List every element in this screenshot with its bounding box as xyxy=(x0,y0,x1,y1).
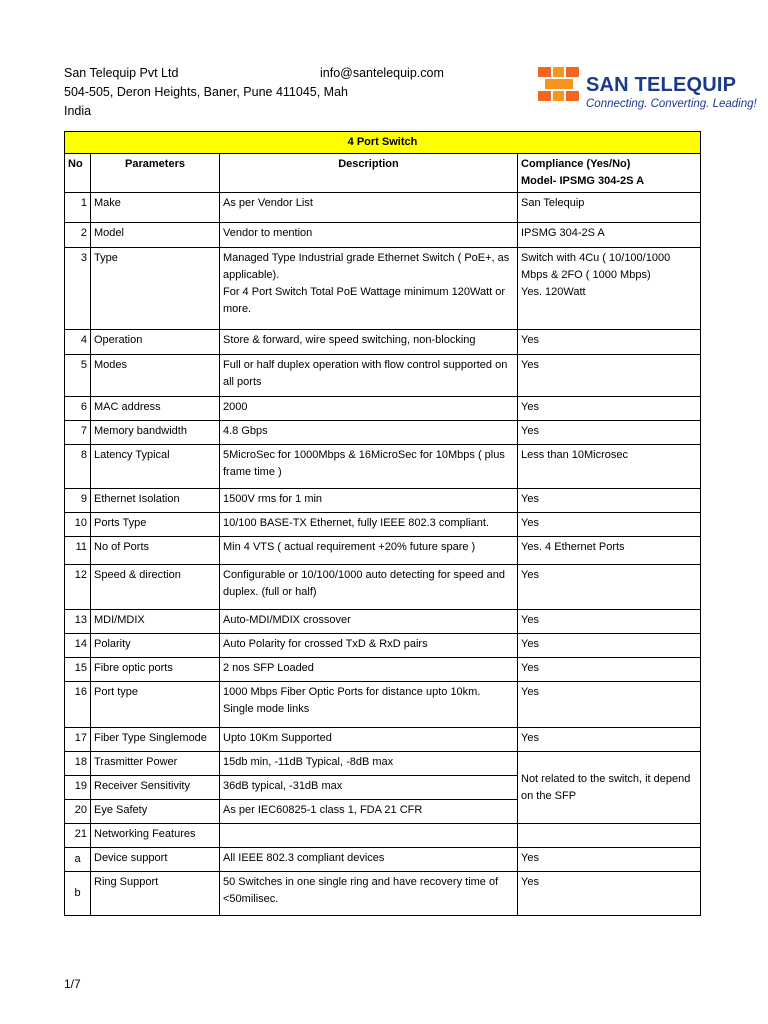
row-description: Auto-MDI/MDIX crossover xyxy=(220,610,518,634)
company-email[interactable]: info@santelequip.com xyxy=(320,66,444,80)
row-no: 14 xyxy=(65,634,91,658)
row-parameter: Latency Typical xyxy=(91,445,220,489)
row-parameter: MDI/MDIX xyxy=(91,610,220,634)
row-parameter: Speed & direction xyxy=(91,565,220,610)
row-parameter: Ethernet Isolation xyxy=(91,489,220,513)
header-no: No xyxy=(65,154,91,193)
row-no: 4 xyxy=(65,330,91,355)
header-compliance-line2: Model- IPSMG 304-2S A xyxy=(521,175,645,187)
row-description: 50 Switches in one single ring and have recovery time of <50milisec. xyxy=(220,872,518,916)
row-parameter: Operation xyxy=(91,330,220,355)
row-parameter: Modes xyxy=(91,355,220,397)
row-compliance: Yes xyxy=(518,658,701,682)
row-parameter: Memory bandwidth xyxy=(91,421,220,445)
row-description: Min 4 VTS ( actual requirement +20% future spare ) xyxy=(220,537,518,565)
row-description: 1000 Mbps Fiber Optic Ports for distance upto 10km. Single mode links xyxy=(220,682,518,728)
row-no: 12 xyxy=(65,565,91,610)
table-row xyxy=(65,513,701,537)
row-no: 10 xyxy=(65,513,91,537)
company-logo xyxy=(536,64,757,116)
row-parameter: Port type xyxy=(91,682,220,728)
table-row xyxy=(65,397,701,421)
table-row xyxy=(65,537,701,565)
table-row xyxy=(65,872,701,916)
row-parameter: Trasmitter Power xyxy=(91,752,220,776)
row-description: As per IEC60825-1 class 1, FDA 21 CFR xyxy=(220,800,518,824)
row-no: 7 xyxy=(65,421,91,445)
page-number: 1/7 xyxy=(64,977,81,991)
table-row xyxy=(65,330,701,355)
row-parameter: Eye Safety xyxy=(91,800,220,824)
table-row xyxy=(65,223,701,248)
table-title: 4 Port Switch xyxy=(65,132,701,154)
row-no: b xyxy=(65,872,91,916)
row-description: As per Vendor List xyxy=(220,193,518,223)
table-row xyxy=(65,565,701,610)
row-parameter: Type xyxy=(91,248,220,330)
table-row xyxy=(65,728,701,752)
logo-tagline: Connecting. Converting. Leading! xyxy=(586,98,757,110)
company-address: 504-505, Deron Heights, Baner, Pune 411045, Mah xyxy=(64,85,348,99)
table-row xyxy=(65,355,701,397)
row-description-line: For 4 Port Switch Total PoE Wattage minimum 120Watt or more. xyxy=(223,286,506,315)
row-compliance: Yes xyxy=(518,872,701,916)
table-header-row xyxy=(65,154,701,193)
row-description: Upto 10Km Supported xyxy=(220,728,518,752)
table-row xyxy=(65,445,701,489)
letterhead xyxy=(64,64,757,124)
row-no: 1 xyxy=(65,193,91,223)
row-no: 3 xyxy=(65,248,91,330)
row-parameter: Fiber Type Singlemode xyxy=(91,728,220,752)
row-parameter: Ring Support xyxy=(91,872,220,916)
logo-mark-icon xyxy=(536,66,582,106)
row-compliance xyxy=(518,248,701,330)
row-parameter: Fibre optic ports xyxy=(91,658,220,682)
row-compliance: Yes xyxy=(518,330,701,355)
header-compliance xyxy=(518,154,701,193)
row-compliance: Yes xyxy=(518,397,701,421)
row-parameter: Polarity xyxy=(91,634,220,658)
row-compliance: Yes xyxy=(518,355,701,397)
row-description: 5MicroSec for 1000Mbps & 16MicroSec for 10Mbps ( plus frame time ) xyxy=(220,445,518,489)
row-compliance: Yes xyxy=(518,728,701,752)
row-no: 18 xyxy=(65,752,91,776)
row-parameter: Device support xyxy=(91,848,220,872)
row-no: 9 xyxy=(65,489,91,513)
row-parameter: Networking Features xyxy=(91,824,220,848)
row-compliance: Yes xyxy=(518,610,701,634)
table-row xyxy=(65,489,701,513)
row-description: Auto Polarity for crossed TxD & RxD pairs xyxy=(220,634,518,658)
row-description: 36dB typical, -31dB max xyxy=(220,776,518,800)
row-no: 2 xyxy=(65,223,91,248)
table-row xyxy=(65,682,701,728)
table-title-row xyxy=(65,132,701,154)
row-compliance: IPSMG 304-2S A xyxy=(518,223,701,248)
row-description: All IEEE 802.3 compliant devices xyxy=(220,848,518,872)
row-no: 21 xyxy=(65,824,91,848)
row-description xyxy=(220,824,518,848)
row-compliance xyxy=(518,824,701,848)
row-compliance: Yes xyxy=(518,513,701,537)
row-description: 4.8 Gbps xyxy=(220,421,518,445)
row-no: 11 xyxy=(65,537,91,565)
row-compliance: Yes xyxy=(518,421,701,445)
row-compliance: Yes xyxy=(518,848,701,872)
row-compliance: San Telequip xyxy=(518,193,701,223)
logo-wordmark: SAN TELEQUIP xyxy=(586,74,737,96)
header-parameters: Parameters xyxy=(91,154,220,193)
table-row xyxy=(65,658,701,682)
row-no: 8 xyxy=(65,445,91,489)
table-row xyxy=(65,193,701,223)
table-row xyxy=(65,610,701,634)
row-parameter: No of Ports xyxy=(91,537,220,565)
row-no: 16 xyxy=(65,682,91,728)
table-row xyxy=(65,848,701,872)
table-row xyxy=(65,824,701,848)
row-description-line: Managed Type Industrial grade Ethernet Switch ( PoE+, as applicable). xyxy=(223,252,510,281)
row-compliance-merged: Not related to the switch, it depend on the SFP xyxy=(518,752,701,824)
row-parameter: MAC address xyxy=(91,397,220,421)
header-description: Description xyxy=(220,154,518,193)
row-description: 15db min, -11dB Typical, -8dB max xyxy=(220,752,518,776)
row-parameter: Ports Type xyxy=(91,513,220,537)
table-row xyxy=(65,248,701,330)
row-no: 17 xyxy=(65,728,91,752)
row-compliance: Yes xyxy=(518,682,701,728)
table-row xyxy=(65,421,701,445)
row-description: 2 nos SFP Loaded xyxy=(220,658,518,682)
company-name: San Telequip Pvt Ltd xyxy=(64,66,179,80)
row-compliance: Yes xyxy=(518,565,701,610)
row-compliance: Yes. 4 Ethernet Ports xyxy=(518,537,701,565)
row-description: 2000 xyxy=(220,397,518,421)
row-description: 1500V rms for 1 min xyxy=(220,489,518,513)
row-description: Vendor to mention xyxy=(220,223,518,248)
row-compliance-line: Switch with 4Cu ( 10/100/1000 Mbps & 2FO ( 1000 Mbps) xyxy=(521,252,671,281)
row-parameter: Receiver Sensitivity xyxy=(91,776,220,800)
row-compliance-line: Yes. 120Watt xyxy=(521,286,586,298)
row-no: 20 xyxy=(65,800,91,824)
row-compliance: Less than 10Microsec xyxy=(518,445,701,489)
table-row xyxy=(65,634,701,658)
row-description xyxy=(220,248,518,330)
company-country: India xyxy=(64,104,92,118)
row-no: a xyxy=(65,848,91,872)
spec-table xyxy=(64,131,701,916)
row-parameter: Model xyxy=(91,223,220,248)
row-parameter: Make xyxy=(91,193,220,223)
row-description: Store & forward, wire speed switching, non-blocking xyxy=(220,330,518,355)
row-no: 6 xyxy=(65,397,91,421)
row-description: Configurable or 10/100/1000 auto detecting for speed and duplex. (full or half) xyxy=(220,565,518,610)
row-no: 5 xyxy=(65,355,91,397)
row-description: 10/100 BASE-TX Ethernet, fully IEEE 802.3 compliant. xyxy=(220,513,518,537)
row-compliance: Yes xyxy=(518,489,701,513)
row-no: 13 xyxy=(65,610,91,634)
row-no: 15 xyxy=(65,658,91,682)
table-row xyxy=(65,752,701,776)
row-description: Full or half duplex operation with flow control supported on all ports xyxy=(220,355,518,397)
row-compliance: Yes xyxy=(518,634,701,658)
row-no: 19 xyxy=(65,776,91,800)
header-compliance-line1: Compliance (Yes/No) xyxy=(521,158,631,170)
